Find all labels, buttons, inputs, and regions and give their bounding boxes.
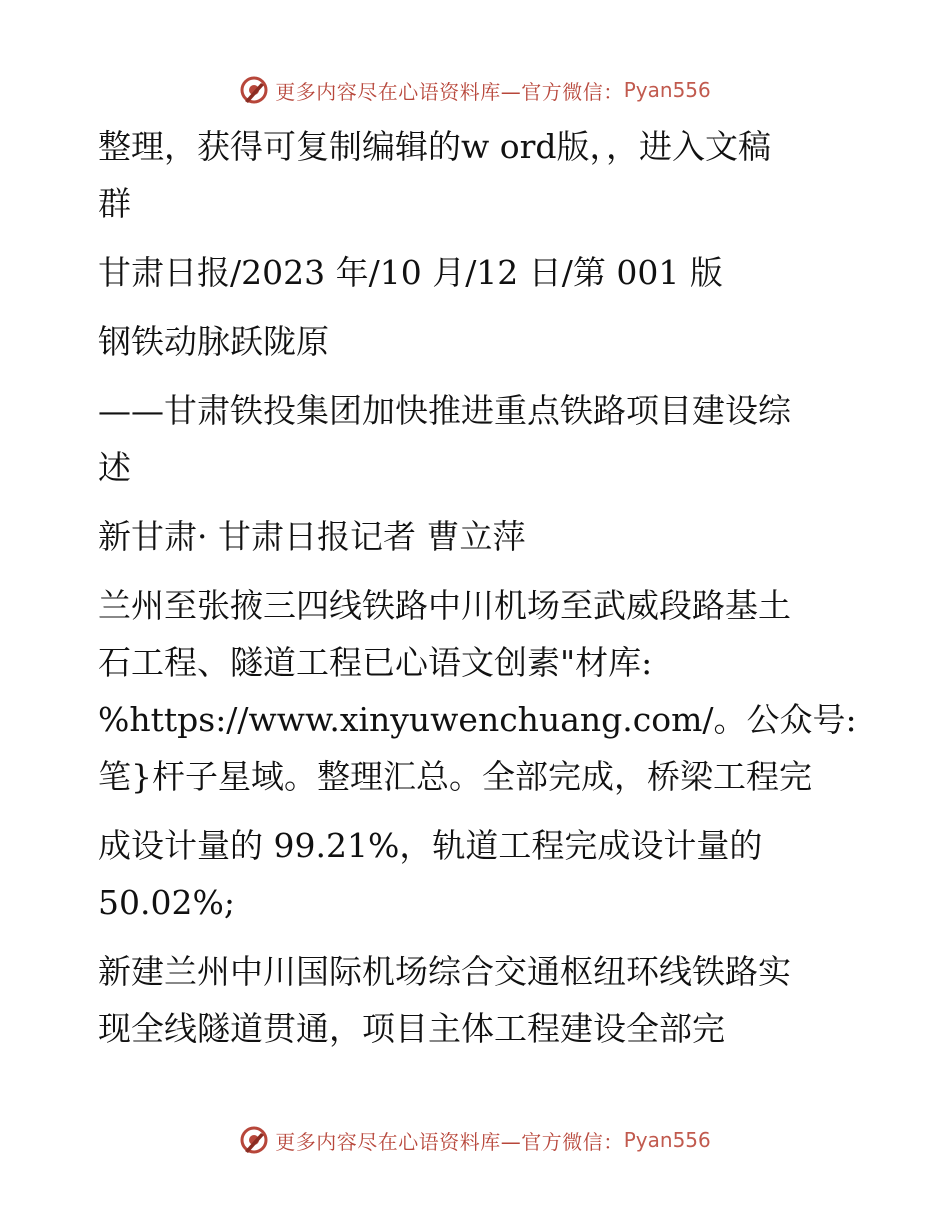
footer-watermark-banner [0,1120,950,1160]
text-line: 石工程、隧道工程已心语文创素"材库: [98,643,653,682]
text-line: 笔}杆子星域。整理汇总。全部完成，桥梁工程完 [98,757,812,796]
article-title [98,313,838,370]
text-line: 述 [98,448,131,487]
document-body [98,118,857,1069]
text-line: 现全线隧道贯通，项目主体工程建设全部完 [98,1009,725,1048]
text-line: 新建兰州中川国际机场综合交通枢纽环线铁路实 [98,952,791,991]
text-line: 成设计量的 99.21%，轨道工程完成设计量的 [98,826,763,865]
paragraph-intro [98,118,838,232]
brush-logo-icon [239,1125,269,1155]
article-byline [98,508,838,565]
text-line: ——甘肃铁投集团加快推进重点铁路项目建设综 [98,391,791,430]
text-line: 钢铁动脉跃陇原 [98,322,329,361]
article-subtitle [98,382,838,496]
paragraph-source [98,244,838,301]
paragraph-body-3 [98,943,838,1057]
watermark-wechat-id: Pyan556 [623,78,711,102]
text-line: 兰州至张掖三四线铁路中川机场至武威段路基土 [98,586,791,625]
text-line: 新甘肃· 甘肃日报记者 曹立萍 [98,517,526,556]
watermark-text: 更多内容尽在心语资料库—官方微信： [275,79,624,104]
watermark-text: 更多内容尽在心语资料库—官方微信： [275,1129,624,1154]
watermark-wechat-id: Pyan556 [623,1128,711,1152]
paragraph-body-1 [98,577,857,805]
text-line: %https://www.xinyuwenchuang.com/。公众号: [98,700,857,739]
text-line: 群 [98,184,131,223]
text-line: 整理，获得可复制编辑的w ord版，，进入文稿 [98,127,772,166]
header-watermark-banner [0,70,950,110]
brush-logo-icon [239,75,269,105]
text-line: 50.02%; [98,883,235,922]
paragraph-body-2 [98,817,838,931]
text-line: 甘肃日报/2023 年/10 月/12 日/第 001 版 [98,253,723,292]
